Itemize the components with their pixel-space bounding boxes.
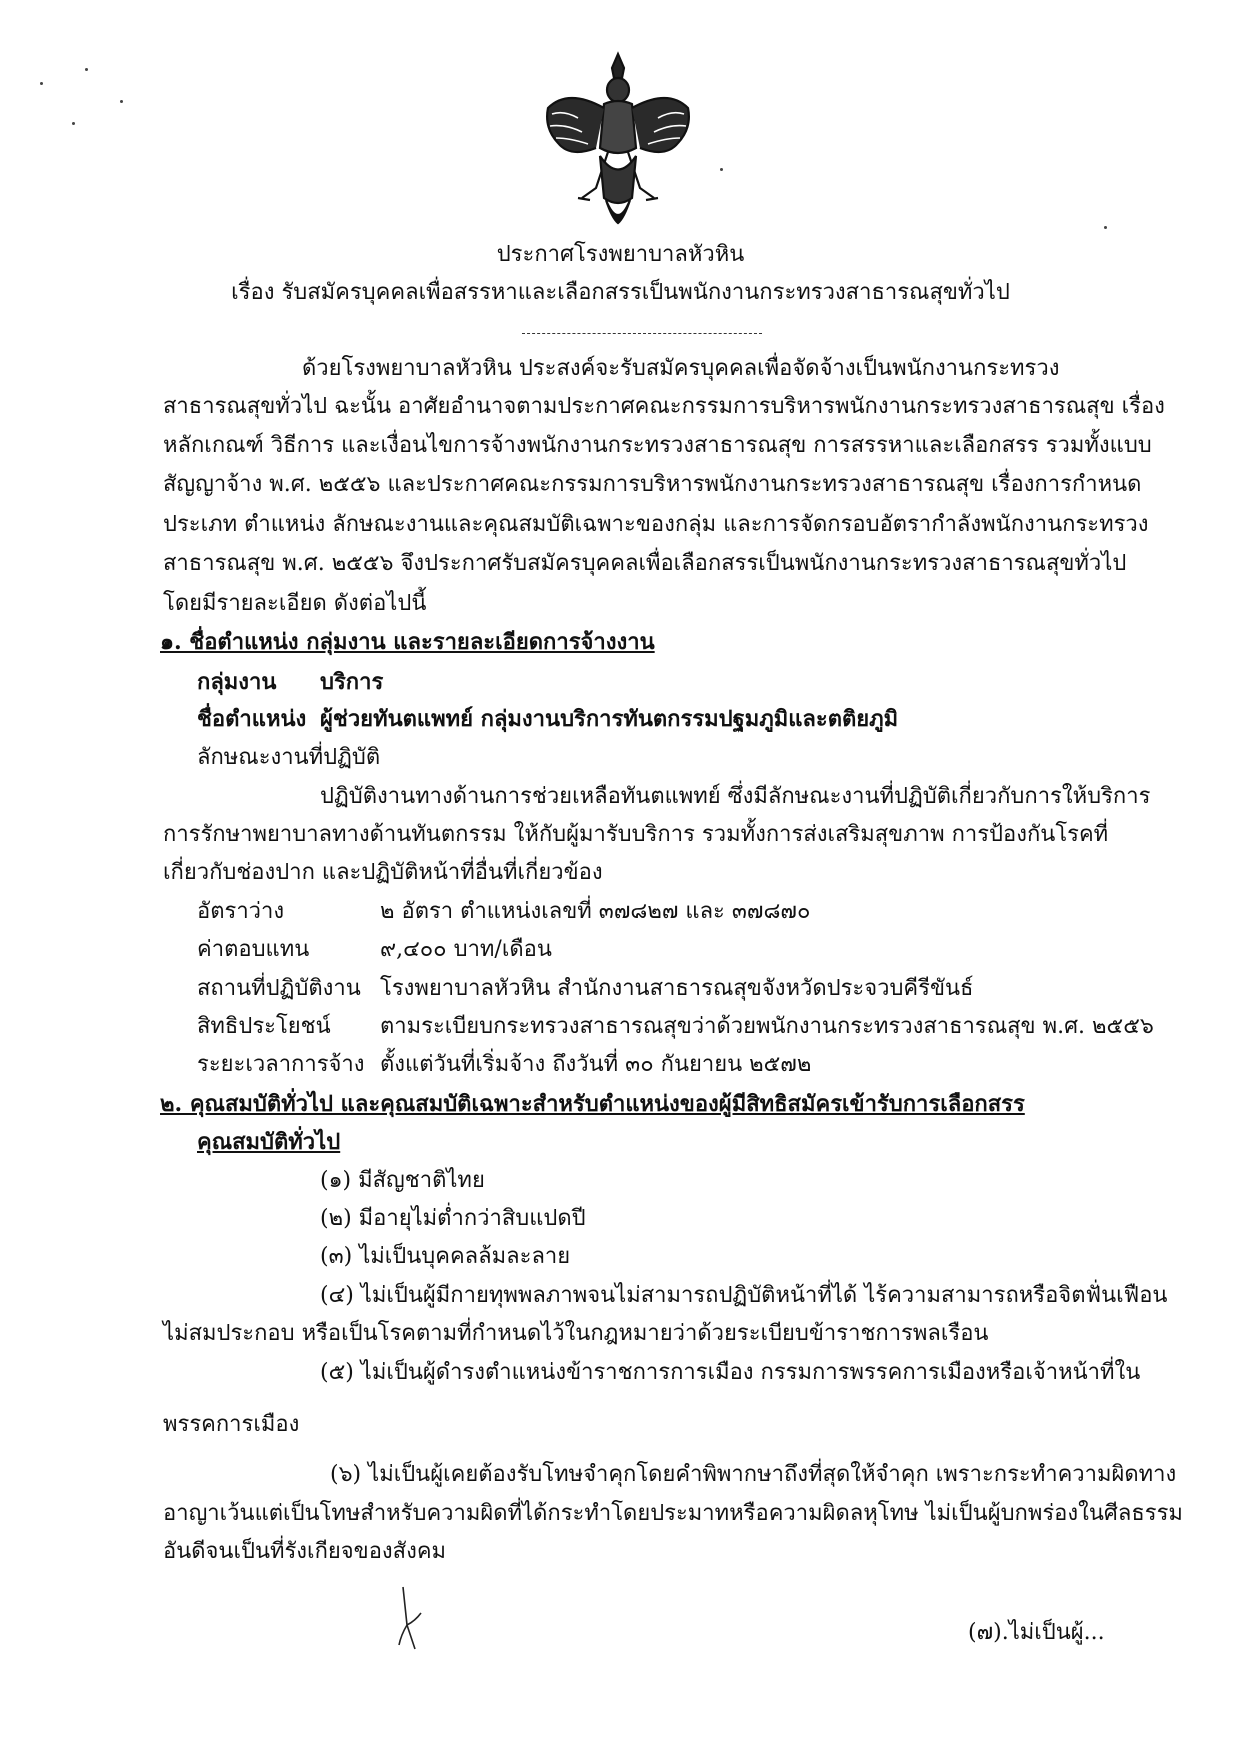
- page-subject: เรื่อง รับสมัครบุคคลเพื่อสรรหาและเลือกสรรเป็นพนักงานกระทรวงสาธารณสุขทั่วไป: [231, 280, 1010, 305]
- qualification-item: (๓) ไม่เป็นบุคคลล้มละลาย: [320, 1244, 571, 1269]
- detail-value: ๙,๔๐๐ บาท/เดือน: [380, 937, 552, 962]
- group-value: บริการ: [320, 669, 384, 695]
- duty-line: เกี่ยวกับช่องปาก และปฏิบัติหน้าที่อื่นที่เกี่ยวข้อง: [163, 860, 603, 885]
- qualification-item: (๒) มีอายุไม่ต่ำกว่าสิบแปดปี: [320, 1206, 586, 1231]
- intro-line: สัญญาจ้าง พ.ศ. ๒๕๕๖ และประกาศคณะกรรมการบริหารพนักงานกระทรวงสาธารณสุข เรื่องการกำหนด: [163, 472, 1142, 497]
- section1-heading: ๑. ชื่อตำแหน่ง กลุ่มงาน และรายละเอียดการจ้างงาน: [160, 629, 655, 655]
- duty-line: การรักษาพยาบาลทางด้านทันตกรรม ให้กับผู้มารับบริการ รวมทั้งการส่งเสริมสุขภาพ การป้องกันโรคที่: [163, 822, 1109, 847]
- intro-line: โดยมีรายละเอียด ดังต่อไปนี้: [163, 591, 427, 616]
- detail-label: สถานที่ปฏิบัติงาน: [197, 976, 361, 1001]
- garuda-emblem-icon: [538, 48, 698, 233]
- qualification-item: อันดีจนเป็นที่รังเกียจของสังคม: [163, 1539, 447, 1564]
- detail-label: ค่าตอบแทน: [197, 937, 310, 962]
- duty-line: ปฏิบัติงานทางด้านการช่วยเหลือทันตแพทย์ ซึ่งมีลักษณะงานที่ปฏิบัติเกี่ยวกับการให้บริการ: [320, 784, 1151, 809]
- intro-line: สาธารณสุข พ.ศ. ๒๕๕๖ จึงประกาศรับสมัครบุคคลเพื่อเลือกสรรเป็นพนักงานกระทรวงสาธารณสุขทั่วไป: [163, 551, 1127, 576]
- qualification-item: พรรคการเมือง: [163, 1412, 300, 1437]
- qualification-item: (๕) ไม่เป็นผู้ดำรงตำแหน่งข้าราชการการเมือง กรรมการพรรคการเมืองหรือเจ้าหน้าที่ใน: [320, 1360, 1141, 1385]
- detail-value: โรงพยาบาลหัวหิน สำนักงานสาธารณสุขจังหวัดประจวบคีรีขันธ์: [380, 976, 974, 1001]
- detail-label: ระยะเวลาการจ้าง: [197, 1052, 365, 1077]
- intro-line: ด้วยโรงพยาบาลหัวหิน ประสงค์จะรับสมัครบุคคลเพื่อจัดจ้างเป็นพนักงานกระทรวง: [302, 356, 1060, 381]
- detail-value: ตามระเบียบกระทรวงสาธารณสุขว่าด้วยพนักงานกระทรวงสาธารณสุข พ.ศ. ๒๕๕๖: [380, 1014, 1154, 1039]
- intro-line: สาธารณสุขทั่วไป ฉะนั้น อาศัยอำนาจตามประกาศคณะกรรมการบริหารพนักงานกระทรวงสาธารณสุข เรื่อง: [163, 394, 1165, 419]
- qualification-item: (๑) มีสัญชาติไทย: [320, 1168, 485, 1193]
- detail-label: สิทธิประโยชน์: [197, 1014, 331, 1039]
- qualification-item: อาญาเว้นแต่เป็นโทษสำหรับความผิดที่ได้กระทำโดยประมาทหรือความผิดลหุโทษ ไม่เป็นผู้บกพร่องในศีลธรรม: [163, 1501, 1183, 1526]
- detail-label: อัตราว่าง: [197, 899, 285, 924]
- section2-heading: ๒. คุณสมบัติทั่วไป และคุณสมบัติเฉพาะสำหรับตำแหน่งของผู้มีสิทธิสมัครเข้ารับการเลือกสรร: [160, 1091, 1025, 1117]
- intro-line: หลักเกณฑ์ วิธีการ และเงื่อนไขการจ้างพนักงานกระทรวงสาธารณสุข การสรรหาและเลือกสรร รวมทั้งแบบ: [163, 433, 1152, 458]
- continuation-text: (๗).ไม่เป็นผู้...: [968, 1620, 1105, 1645]
- duty-label: ลักษณะงานที่ปฏิบัติ: [197, 745, 381, 770]
- title-divider: [522, 333, 762, 334]
- qualification-item: (๔) ไม่เป็นผู้มีกายทุพพลภาพจนไม่สามารถปฏิบัติหน้าที่ได้ ไร้ความสามารถหรือจิตฟั่นเฟือน: [320, 1283, 1168, 1308]
- intro-line: ประเภท ตำแหน่ง ลักษณะงานและคุณสมบัติเฉพาะของกลุ่ม และการจัดกรอบอัตรากำลังพนักงานกระทรวง: [163, 512, 1149, 537]
- detail-value: ๒ อัตรา ตำแหน่งเลขที่ ๓๗๘๒๗ และ ๓๗๘๗๐: [380, 899, 811, 924]
- position-label: ชื่อตำแหน่ง: [197, 706, 307, 732]
- qualification-item: (๖) ไม่เป็นผู้เคยต้องรับโทษจำคุกโดยคำพิพากษาถึงที่สุดให้จำคุก เพราะกระทำความผิดทาง: [330, 1462, 1177, 1487]
- group-label: กลุ่มงาน: [197, 669, 277, 695]
- detail-value: ตั้งแต่วันที่เริ่มจ้าง ถึงวันที่ ๓๐ กันยายน ๒๕๗๒: [380, 1052, 812, 1077]
- handwritten-initial-icon: [395, 1585, 425, 1655]
- section2-subheading: คุณสมบัติทั่วไป: [197, 1129, 341, 1155]
- qualification-item: ไม่สมประกอบ หรือเป็นโรคตามที่กำหนดไว้ในกฎหมายว่าด้วยระเบียบข้าราชการพลเรือน: [163, 1321, 989, 1346]
- position-value: ผู้ช่วยทันตแพทย์ กลุ่มงานบริการทันตกรรมปฐมภูมิและตติยภูมิ: [320, 706, 899, 732]
- page-title: ประกาศโรงพยาบาลหัวหิน: [496, 242, 745, 267]
